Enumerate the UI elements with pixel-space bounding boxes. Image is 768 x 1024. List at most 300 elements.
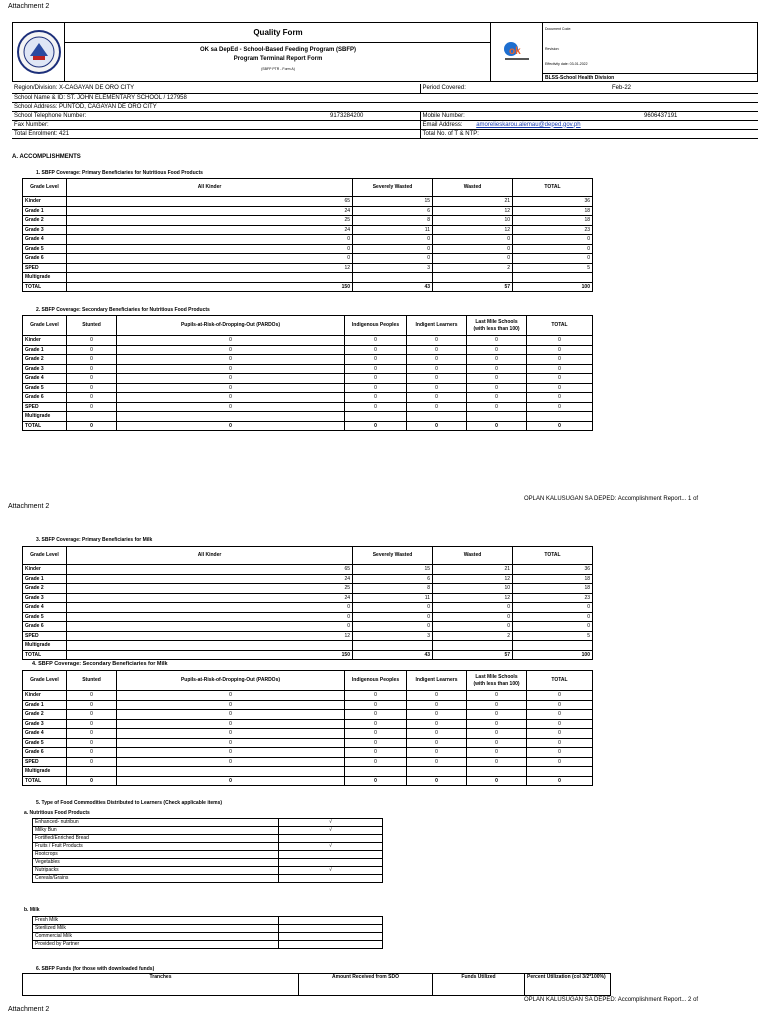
value-cell: 0 bbox=[407, 402, 467, 412]
value-cell bbox=[467, 767, 527, 777]
value-cell: 11 bbox=[353, 593, 433, 603]
value-cell: 0 bbox=[527, 729, 593, 739]
value-cell bbox=[117, 767, 345, 777]
value-cell bbox=[407, 412, 467, 422]
value-cell: 0 bbox=[467, 421, 527, 431]
table-row bbox=[23, 776, 593, 786]
value-cell: 0 bbox=[527, 383, 593, 393]
period-label: Period Covered: bbox=[422, 85, 466, 92]
row-label-cell: Grade 3 bbox=[23, 364, 67, 374]
value-cell bbox=[527, 767, 593, 777]
document-code: Document Code: bbox=[545, 27, 572, 31]
value-cell: 0 bbox=[407, 393, 467, 403]
column-header: Indigent Learners bbox=[407, 671, 467, 691]
attachment-label-2: Attachment 2 bbox=[8, 503, 50, 510]
value-cell: 0 bbox=[513, 603, 593, 613]
value-cell bbox=[467, 412, 527, 422]
value-cell: 0 bbox=[67, 336, 117, 346]
value-cell: 0 bbox=[353, 603, 433, 613]
funds-column-header: Funds Utilized bbox=[433, 974, 525, 996]
milk-label: b. Milk bbox=[24, 907, 40, 913]
table-row bbox=[23, 631, 593, 641]
value-cell: 24 bbox=[67, 225, 353, 235]
value-cell: 0 bbox=[67, 421, 117, 431]
table-row bbox=[23, 254, 593, 264]
commodity-check[interactable] bbox=[279, 925, 383, 933]
row-label-cell: Grade 2 bbox=[23, 710, 67, 720]
commodity-check[interactable] bbox=[279, 941, 383, 949]
row-label-cell: Grade 3 bbox=[23, 225, 67, 235]
row-label-cell: Grade 6 bbox=[23, 254, 67, 264]
table-row bbox=[23, 206, 593, 216]
commodity-name: Sterilized Milk bbox=[33, 925, 279, 933]
total-enrolment: Total Enrolment: 421 bbox=[12, 129, 420, 138]
value-cell: 0 bbox=[67, 757, 117, 767]
commodity-row bbox=[33, 827, 383, 835]
attachment-label-3: Attachment 2 bbox=[8, 1006, 50, 1013]
value-cell: 0 bbox=[67, 710, 117, 720]
ok-logo bbox=[491, 23, 543, 81]
commodity-row bbox=[33, 925, 383, 933]
value-cell: 100 bbox=[513, 650, 593, 660]
value-cell: 12 bbox=[433, 206, 513, 216]
row-label-cell: Kinder bbox=[23, 691, 67, 701]
value-cell: 0 bbox=[345, 700, 407, 710]
value-cell: 0 bbox=[345, 776, 407, 786]
row-label-cell: TOTAL bbox=[23, 421, 67, 431]
value-cell: 0 bbox=[353, 622, 433, 632]
row-label-cell: Grade 1 bbox=[23, 700, 67, 710]
row-label-cell: Grade 3 bbox=[23, 719, 67, 729]
commodity-row bbox=[33, 859, 383, 867]
value-cell: 0 bbox=[67, 748, 117, 758]
value-cell: 6 bbox=[353, 574, 433, 584]
value-cell: 23 bbox=[513, 593, 593, 603]
column-header: Grade Level bbox=[23, 179, 67, 197]
row-label-cell: Grade 4 bbox=[23, 374, 67, 384]
table-row bbox=[23, 738, 593, 748]
table-row bbox=[23, 641, 593, 651]
row-label-cell: TOTAL bbox=[23, 650, 67, 660]
value-cell: 10 bbox=[433, 216, 513, 226]
email-link[interactable]: amorelieskarou.alemau@deped.gov.ph bbox=[476, 121, 581, 128]
value-cell: 0 bbox=[117, 691, 345, 701]
mobile-value: 9606437191 bbox=[644, 112, 678, 119]
commodity-name: Enhanced- nutribun bbox=[33, 819, 279, 827]
table-row bbox=[23, 593, 593, 603]
table-row bbox=[23, 574, 593, 584]
value-cell: 0 bbox=[345, 757, 407, 767]
table-row bbox=[23, 383, 593, 393]
form-header bbox=[12, 22, 758, 82]
row-label-cell: Grade 4 bbox=[23, 603, 67, 613]
row-label-cell: Kinder bbox=[23, 336, 67, 346]
table-row bbox=[23, 650, 593, 660]
value-cell: 0 bbox=[345, 719, 407, 729]
table6-header-row bbox=[23, 974, 611, 996]
page-footer-2: OPLAN KALUSUGAN SA DEPED: Accomplishment Report... 2 of bbox=[524, 997, 699, 1003]
table-row bbox=[23, 336, 593, 346]
commodity-check[interactable]: √ bbox=[279, 827, 383, 835]
value-cell: 3 bbox=[353, 631, 433, 641]
column-header: All Kinder bbox=[67, 547, 353, 565]
value-cell bbox=[353, 641, 433, 651]
value-cell: 5 bbox=[513, 631, 593, 641]
value-cell: 0 bbox=[527, 402, 593, 412]
commodity-name: Fortified/Enriched Bread bbox=[33, 835, 279, 843]
value-cell: 150 bbox=[67, 650, 353, 660]
value-cell: 11 bbox=[353, 225, 433, 235]
value-cell: 0 bbox=[67, 729, 117, 739]
value-cell: 0 bbox=[407, 345, 467, 355]
value-cell: 21 bbox=[433, 197, 513, 207]
attachment-label: Attachment 2 bbox=[8, 3, 50, 10]
value-cell: 0 bbox=[353, 254, 433, 264]
food-commodities-table bbox=[32, 818, 383, 883]
value-cell: 0 bbox=[353, 235, 433, 245]
funds-table bbox=[22, 973, 611, 996]
value-cell: 0 bbox=[527, 691, 593, 701]
column-header: Severely Wasted bbox=[353, 179, 433, 197]
value-cell: 0 bbox=[345, 748, 407, 758]
commodity-check[interactable]: √ bbox=[279, 867, 383, 875]
value-cell: 0 bbox=[433, 254, 513, 264]
column-header: Indigenous Peoples bbox=[345, 316, 407, 336]
row-label-cell: Grade 6 bbox=[23, 393, 67, 403]
row-label-cell: Multigrade bbox=[23, 767, 67, 777]
value-cell: 12 bbox=[433, 225, 513, 235]
value-cell: 0 bbox=[407, 374, 467, 384]
value-cell: 0 bbox=[117, 345, 345, 355]
value-cell bbox=[433, 273, 513, 283]
value-cell: 0 bbox=[527, 710, 593, 720]
value-cell: 24 bbox=[67, 574, 353, 584]
table-row bbox=[23, 197, 593, 207]
value-cell: 12 bbox=[433, 593, 513, 603]
value-cell: 0 bbox=[117, 710, 345, 720]
commodity-row bbox=[33, 851, 383, 859]
value-cell: 0 bbox=[433, 244, 513, 254]
funds-column-header: Amount Received from SDO bbox=[299, 974, 433, 996]
column-header: Stunted bbox=[67, 316, 117, 336]
value-cell: 12 bbox=[433, 574, 513, 584]
value-cell: 0 bbox=[407, 710, 467, 720]
value-cell: 0 bbox=[527, 345, 593, 355]
commodity-name: Commercial Milk bbox=[33, 933, 279, 941]
value-cell: 0 bbox=[67, 355, 117, 365]
commodity-name: Nutripacks bbox=[33, 867, 279, 875]
value-cell: 0 bbox=[345, 710, 407, 720]
value-cell: 0 bbox=[407, 355, 467, 365]
row-label-cell: Grade 5 bbox=[23, 244, 67, 254]
value-cell: 21 bbox=[433, 565, 513, 575]
row-label-cell: Grade 5 bbox=[23, 612, 67, 622]
funds-column-header: Percent Utilization (col 3/2*100%) bbox=[525, 974, 611, 996]
value-cell: 0 bbox=[345, 691, 407, 701]
value-cell: 0 bbox=[527, 719, 593, 729]
table-row bbox=[23, 622, 593, 632]
value-cell: 0 bbox=[527, 364, 593, 374]
value-cell: 0 bbox=[67, 719, 117, 729]
commodity-row bbox=[33, 835, 383, 843]
value-cell: 43 bbox=[353, 282, 433, 292]
value-cell: 0 bbox=[513, 622, 593, 632]
value-cell: 0 bbox=[117, 374, 345, 384]
value-cell: 0 bbox=[117, 738, 345, 748]
row-label-cell: Grade 5 bbox=[23, 383, 67, 393]
row-label-cell: Grade 1 bbox=[23, 574, 67, 584]
value-cell: 0 bbox=[467, 364, 527, 374]
commodity-row bbox=[33, 875, 383, 883]
column-header: Stunted bbox=[67, 671, 117, 691]
value-cell: 0 bbox=[345, 383, 407, 393]
commodity-check[interactable] bbox=[279, 933, 383, 941]
value-cell bbox=[513, 641, 593, 651]
email-label: Email Address: bbox=[422, 121, 463, 128]
value-cell: 57 bbox=[433, 650, 513, 660]
value-cell: 25 bbox=[67, 216, 353, 226]
value-cell: 0 bbox=[117, 402, 345, 412]
value-cell: 0 bbox=[407, 748, 467, 758]
value-cell: 0 bbox=[117, 719, 345, 729]
value-cell bbox=[67, 273, 353, 283]
telephone-label: School Telephone Number: bbox=[14, 112, 87, 119]
value-cell: 0 bbox=[467, 691, 527, 701]
value-cell: 18 bbox=[513, 206, 593, 216]
row-label-cell: TOTAL bbox=[23, 282, 67, 292]
value-cell: 0 bbox=[407, 421, 467, 431]
value-cell: 0 bbox=[527, 374, 593, 384]
value-cell: 0 bbox=[67, 603, 353, 613]
column-header: Pupils-at-Risk-of-Dropping-Out (PARDOs) bbox=[117, 316, 345, 336]
value-cell: 0 bbox=[467, 738, 527, 748]
row-label-cell: Multigrade bbox=[23, 412, 67, 422]
value-cell: 0 bbox=[467, 776, 527, 786]
table-row bbox=[23, 225, 593, 235]
value-cell: 36 bbox=[513, 197, 593, 207]
value-cell: 0 bbox=[67, 622, 353, 632]
value-cell: 12 bbox=[67, 263, 353, 273]
school-name: School Name & ID: ST. JOHN ELEMENTARY SCHOOL / 127958 bbox=[12, 93, 420, 102]
table-row bbox=[23, 710, 593, 720]
value-cell: 18 bbox=[513, 584, 593, 594]
column-header: TOTAL bbox=[513, 547, 593, 565]
row-label-cell: SPED bbox=[23, 402, 67, 412]
column-header: TOTAL bbox=[527, 671, 593, 691]
row-label-cell: TOTAL bbox=[23, 776, 67, 786]
value-cell: 0 bbox=[117, 776, 345, 786]
commodity-row bbox=[33, 941, 383, 949]
row-label-cell: Grade 1 bbox=[23, 206, 67, 216]
table-row bbox=[23, 691, 593, 701]
primary-milk-table bbox=[22, 546, 593, 660]
program-title: OK sa DepEd - School-Based Feeding Program (SBFP) bbox=[199, 47, 357, 53]
value-cell: 0 bbox=[117, 393, 345, 403]
row-label-cell: Grade 2 bbox=[23, 216, 67, 226]
revision: Revision: bbox=[545, 47, 560, 51]
value-cell: 8 bbox=[353, 216, 433, 226]
funds-column-header: Tranches bbox=[23, 974, 299, 996]
table1-header-row bbox=[23, 179, 593, 197]
value-cell: 100 bbox=[513, 282, 593, 292]
table-row bbox=[23, 364, 593, 374]
value-cell: 0 bbox=[67, 700, 117, 710]
row-label-cell: Grade 2 bbox=[23, 584, 67, 594]
row-label-cell: Grade 3 bbox=[23, 593, 67, 603]
value-cell: 0 bbox=[527, 757, 593, 767]
value-cell: 23 bbox=[513, 225, 593, 235]
value-cell: 0 bbox=[67, 691, 117, 701]
value-cell: 0 bbox=[67, 254, 353, 264]
accomplishments-heading: A. ACCOMPLISHMENTS bbox=[12, 154, 81, 160]
table-row bbox=[23, 273, 593, 283]
value-cell: 6 bbox=[353, 206, 433, 216]
value-cell: 0 bbox=[467, 729, 527, 739]
value-cell bbox=[345, 412, 407, 422]
table-row bbox=[23, 412, 593, 422]
value-cell: 0 bbox=[407, 729, 467, 739]
value-cell: 10 bbox=[433, 584, 513, 594]
value-cell: 0 bbox=[67, 402, 117, 412]
commodity-name: Rootcrops bbox=[33, 851, 279, 859]
commodity-check[interactable] bbox=[279, 875, 383, 883]
value-cell: 0 bbox=[527, 738, 593, 748]
table-row bbox=[23, 282, 593, 292]
value-cell: 0 bbox=[527, 748, 593, 758]
commodity-name: Provided by Partner bbox=[33, 941, 279, 949]
value-cell: 0 bbox=[345, 421, 407, 431]
value-cell: 0 bbox=[117, 355, 345, 365]
row-label-cell: Kinder bbox=[23, 197, 67, 207]
value-cell bbox=[117, 412, 345, 422]
commodity-check[interactable]: √ bbox=[279, 819, 383, 827]
value-cell: 18 bbox=[513, 216, 593, 226]
table3-header-row bbox=[23, 547, 593, 565]
row-label-cell: Grade 4 bbox=[23, 729, 67, 739]
value-cell: 0 bbox=[117, 383, 345, 393]
value-cell: 0 bbox=[67, 345, 117, 355]
commodity-name: Cereals/Grains bbox=[33, 875, 279, 883]
primary-food-table bbox=[22, 178, 593, 292]
value-cell bbox=[353, 273, 433, 283]
table-row bbox=[23, 355, 593, 365]
table-row bbox=[23, 719, 593, 729]
value-cell: 3 bbox=[353, 263, 433, 273]
commodity-name: Milky Bun bbox=[33, 827, 279, 835]
column-header: Grade Level bbox=[23, 671, 67, 691]
commodity-check[interactable]: √ bbox=[279, 843, 383, 851]
value-cell bbox=[513, 273, 593, 283]
milk-commodities-table bbox=[32, 916, 383, 949]
commodity-check[interactable] bbox=[279, 835, 383, 843]
value-cell bbox=[527, 412, 593, 422]
commodity-check[interactable] bbox=[279, 851, 383, 859]
value-cell: 36 bbox=[513, 565, 593, 575]
commodity-row bbox=[33, 843, 383, 851]
value-cell: 0 bbox=[407, 776, 467, 786]
value-cell: 0 bbox=[467, 355, 527, 365]
value-cell: 0 bbox=[345, 393, 407, 403]
value-cell: 0 bbox=[67, 235, 353, 245]
value-cell: 43 bbox=[353, 650, 433, 660]
commodity-check[interactable] bbox=[279, 859, 383, 867]
value-cell: 0 bbox=[527, 336, 593, 346]
value-cell: 0 bbox=[117, 336, 345, 346]
table-row bbox=[23, 748, 593, 758]
value-cell: 12 bbox=[67, 631, 353, 641]
value-cell: 0 bbox=[407, 336, 467, 346]
telephone-value: 9173284200 bbox=[330, 112, 364, 119]
value-cell: 0 bbox=[345, 402, 407, 412]
table-row bbox=[23, 565, 593, 575]
row-label-cell: Multigrade bbox=[23, 273, 67, 283]
value-cell: 0 bbox=[407, 700, 467, 710]
value-cell: 0 bbox=[117, 421, 345, 431]
value-cell: 0 bbox=[467, 345, 527, 355]
commodity-name: Vegetables bbox=[33, 859, 279, 867]
value-cell: 0 bbox=[67, 738, 117, 748]
value-cell: 0 bbox=[345, 345, 407, 355]
table3-title: 3. SBFP Coverage: Primary Beneficiaries for Milk bbox=[36, 537, 153, 543]
column-header: Grade Level bbox=[23, 547, 67, 565]
column-header: TOTAL bbox=[527, 316, 593, 336]
value-cell: 65 bbox=[67, 197, 353, 207]
value-cell bbox=[67, 767, 117, 777]
value-cell: 0 bbox=[467, 393, 527, 403]
quality-form-title: Quality Form bbox=[65, 23, 491, 43]
region-division: Region/Division: X-CAGAYAN DE ORO CITY bbox=[12, 84, 420, 93]
value-cell bbox=[433, 641, 513, 651]
value-cell: 0 bbox=[407, 719, 467, 729]
table-row bbox=[23, 402, 593, 412]
secondary-food-table bbox=[22, 315, 593, 431]
row-label-cell: Multigrade bbox=[23, 641, 67, 651]
value-cell: 2 bbox=[433, 631, 513, 641]
value-cell: 0 bbox=[513, 254, 593, 264]
table-row bbox=[23, 757, 593, 767]
school-address: School Address: PUNTOD, CAGAYAN DE ORO CITY bbox=[12, 102, 420, 111]
value-cell: 0 bbox=[345, 364, 407, 374]
row-label-cell: SPED bbox=[23, 263, 67, 273]
table2-header-row bbox=[23, 316, 593, 336]
commodity-name: Fruits / Fruit Products bbox=[33, 843, 279, 851]
column-header: Last Mile Schools (with less than 100) bbox=[467, 316, 527, 336]
value-cell: 0 bbox=[67, 612, 353, 622]
value-cell: 8 bbox=[353, 584, 433, 594]
value-cell: 2 bbox=[433, 263, 513, 273]
fax-number: Fax Number: bbox=[12, 120, 420, 129]
value-cell: 0 bbox=[433, 235, 513, 245]
value-cell: 0 bbox=[467, 402, 527, 412]
value-cell: 0 bbox=[527, 776, 593, 786]
value-cell: 0 bbox=[513, 612, 593, 622]
total-tnt: Total No. of T & NTP: bbox=[420, 129, 758, 138]
column-header: Wasted bbox=[433, 547, 513, 565]
value-cell: 0 bbox=[527, 421, 593, 431]
value-cell: 0 bbox=[527, 700, 593, 710]
value-cell bbox=[67, 412, 117, 422]
column-header: All Kinder bbox=[67, 179, 353, 197]
svg-text:ok: ok bbox=[509, 46, 521, 57]
value-cell: 0 bbox=[407, 364, 467, 374]
commodity-check[interactable] bbox=[279, 917, 383, 925]
commodity-name: Fresh Milk bbox=[33, 917, 279, 925]
table4-title: 4. SBFP Coverage: Secondary Beneficiaries for Milk bbox=[32, 661, 168, 667]
table-row bbox=[23, 374, 593, 384]
value-cell: 25 bbox=[67, 584, 353, 594]
value-cell: 0 bbox=[117, 748, 345, 758]
row-label-cell: Grade 6 bbox=[23, 622, 67, 632]
